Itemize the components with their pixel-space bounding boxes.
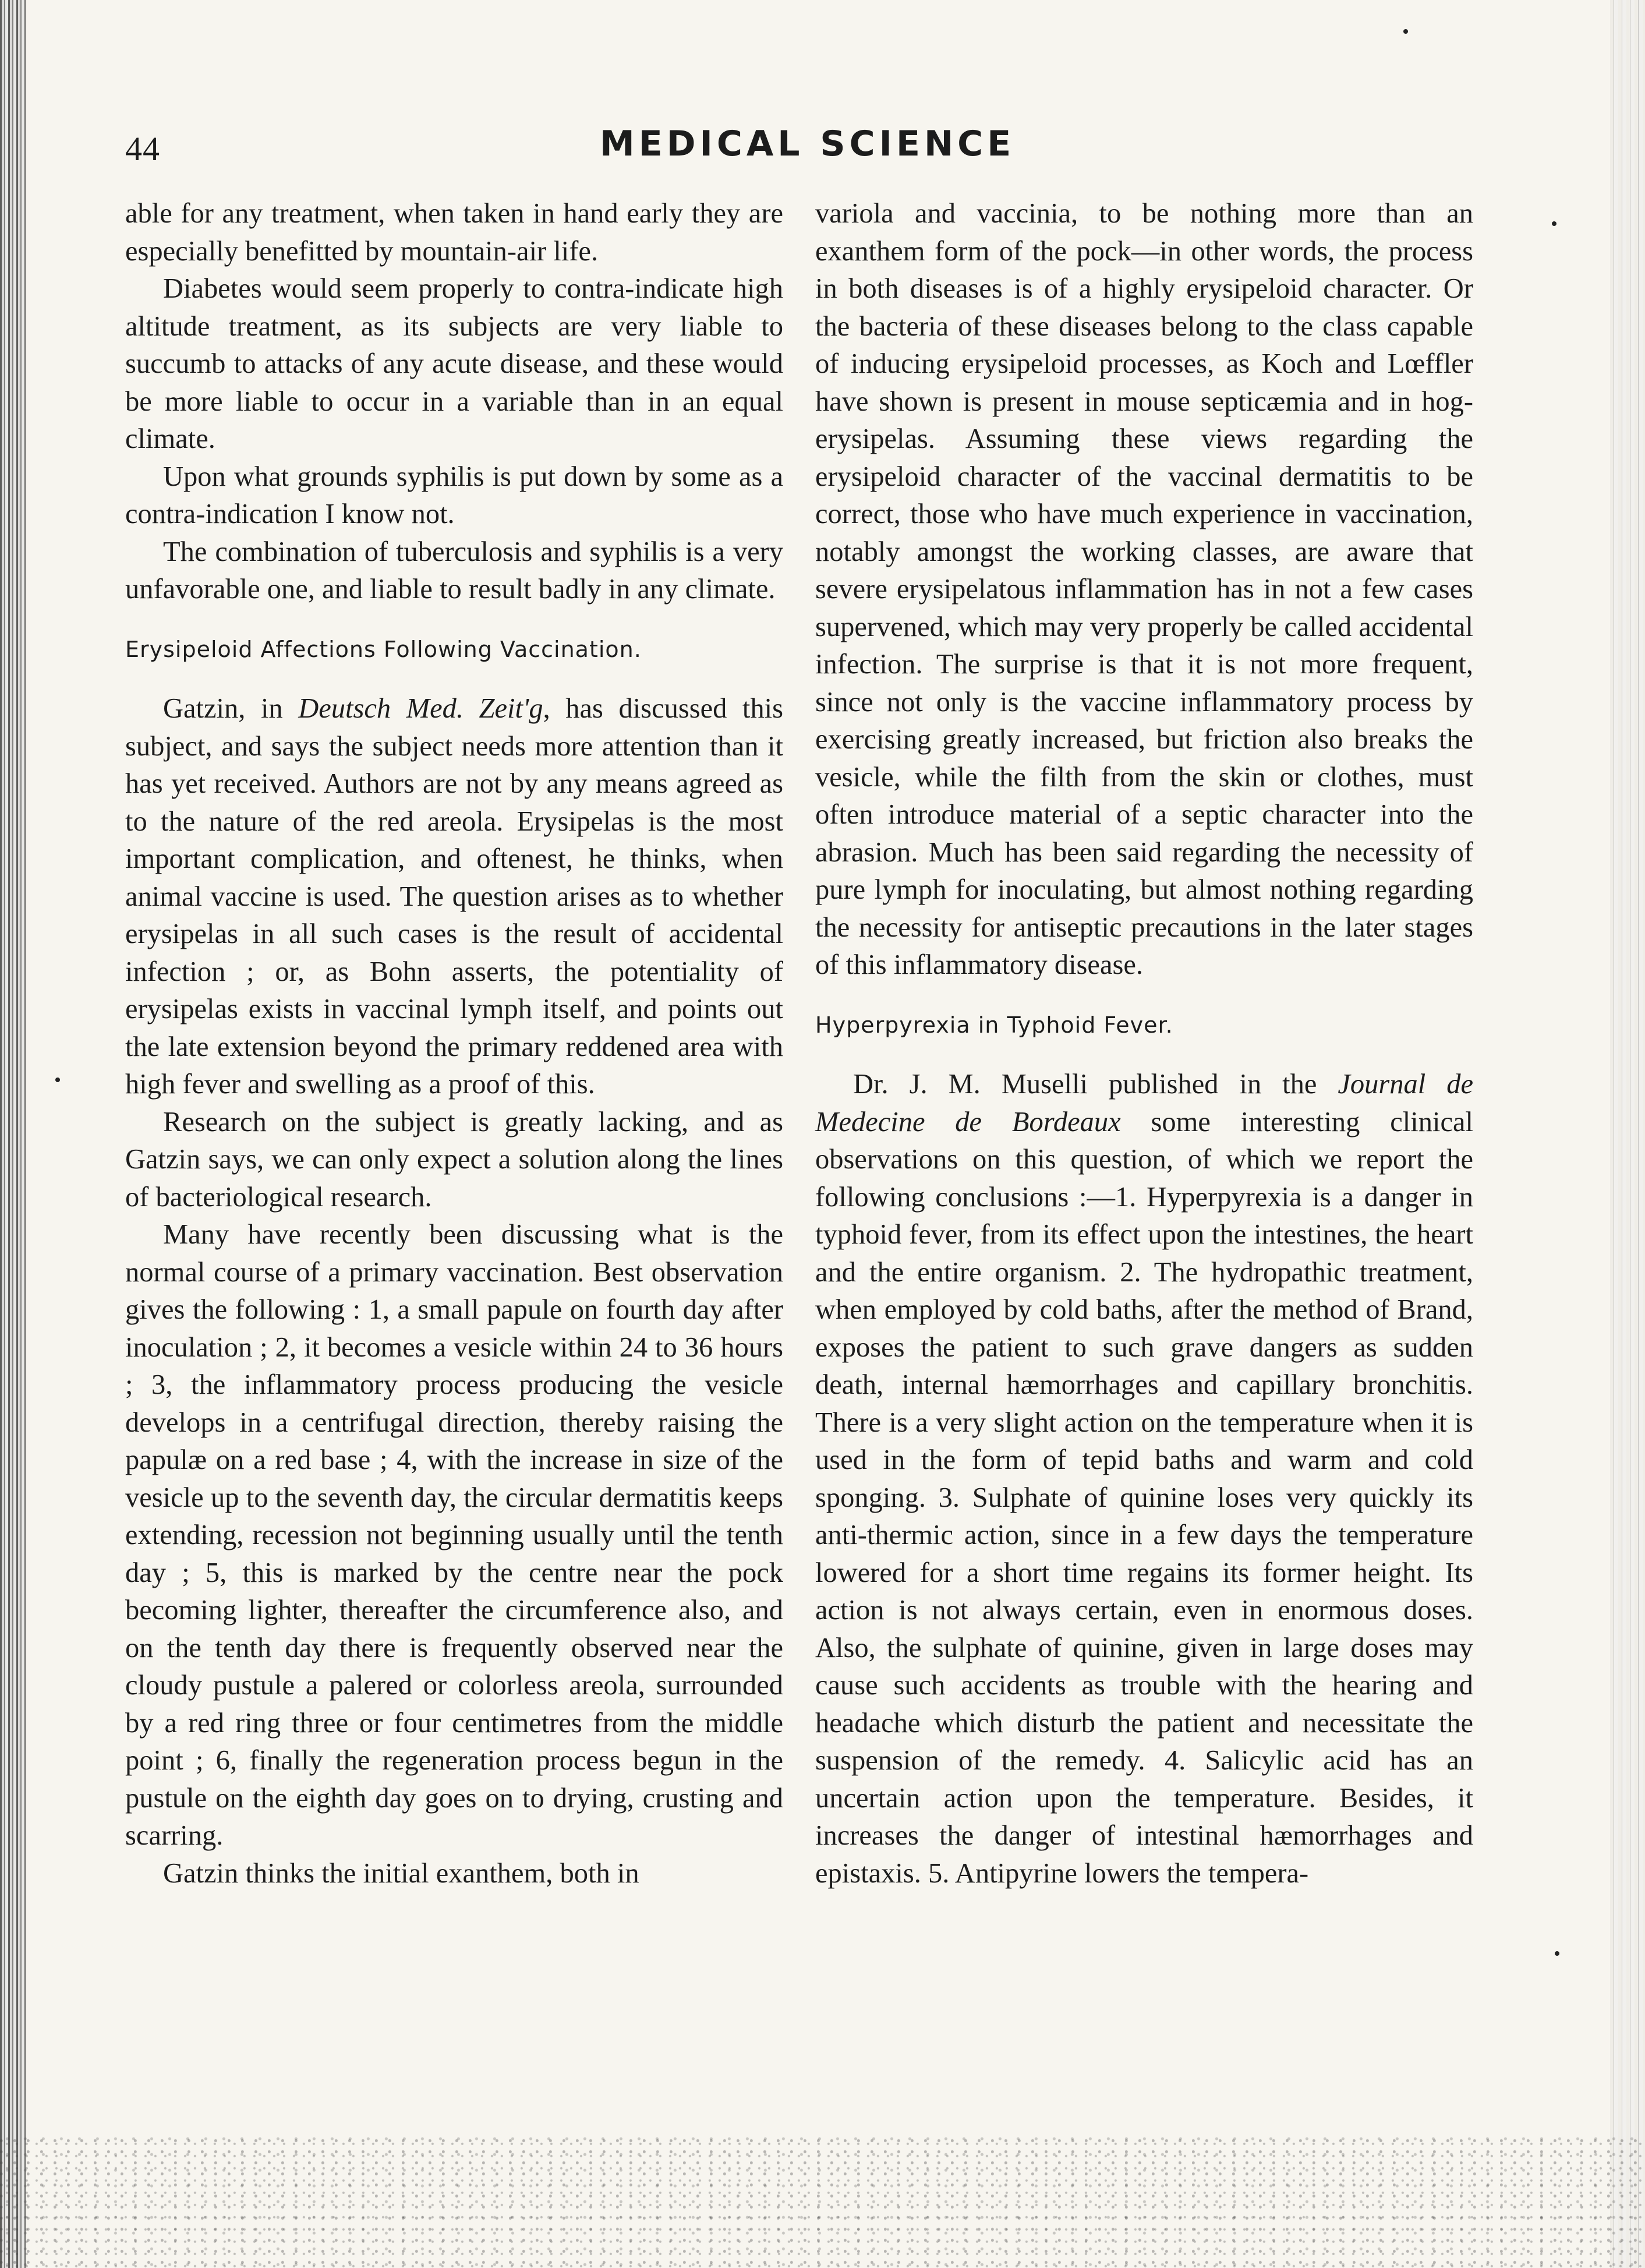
ink-speck <box>55 1078 60 1082</box>
paragraph: able for any treatment, when taken in hand early they are especially benefitted by mountain-air life. <box>125 198 783 267</box>
paragraph: Many have recently been discussing what is the normal course of a primary vaccination. Best observation gives the following : 1, a small papule on fourth day after inoculation ; 2, it becomes a vesicle within 24 to 36 hours ; 3, the inflammatory process producing the vesicle develops in a centrifugal direction, thereby raising the papulæ on a red base ; 4, with the increase in size of the vesicle up to the seventh day, the circular dermatitis keeps extending, recession not beginning usually until the tenth day ; 5, this is marked by the centre near the pock becoming lighter, thereafter the circumference also, and on the tenth day there is frequently observed near the cloudy pustule a palered or colorless areola, surrounded by a red ring three or four centimetres from the middle point ; 6, finally the regeneration process begun in the pustule on the eighth day goes on to drying, crusting and scarring. <box>125 1219 783 1851</box>
page-number: 44 <box>125 130 160 168</box>
left-column <box>125 195 783 1892</box>
ink-speck <box>1403 29 1408 34</box>
ink-speck <box>1552 221 1556 226</box>
paragraph: Upon what grounds syphilis is put down by some as a contra-indication I know not. <box>125 461 783 529</box>
scan-binding-edge <box>0 0 26 2268</box>
paragraph: variola and vaccinia, to be nothing more than an exanthem form of the pock—in other words, the process in both diseases is of a highly erysipeloid character. Or the bacteria of these diseases belong to the class capable of inducing erysipeloid processes, as Koch and Lœffler have shown is present in mouse septicæmia and in hog-erysipelas. Assuming these views regarding the erysipeloid character of the vaccinal dermatitis to be correct, those who have much experience in vaccination, notably amongst the working classes, are aware that severe erysipelatous inflammation has in not a few cases supervened, which may very properly be called accidental infection. The surprise is that it is not more frequent, since not only is the vaccine inflammatory process by exercising greatly increased, but friction also breaks the vesicle, while the filth from the skin or clothes, must often introduce material of a septic character into the abrasion. Much has been said regarding the necessity of pure lymph for inoculating, but almost nothing regarding the necessity for antiseptic precautions in the later stages of this inflammatory disease. <box>815 198 1473 980</box>
scan-noise <box>0 2134 1645 2268</box>
paragraph: Diabetes would seem properly to contra-indicate high altitude treatment, as its subjects are very liable to succumb to attacks of any acute disease, and these would be more liable to occur in a variable than in an equal climate. <box>125 273 783 454</box>
ink-speck <box>1555 1951 1559 1956</box>
source-citation: Journal de Medecine de Bordeaux <box>815 1069 1474 1137</box>
section-heading: Erysipeloid Affections Following Vaccination. <box>125 636 642 662</box>
section-heading: Hyperpyrexia in Typhoid Fever. <box>815 1012 1173 1038</box>
text-run: , has discussed this subject, and says the subject needs more attention than it has yet received. Authors are not by any means agreed as to the nature of the red areola. Erysipelas is the most important complication, and oftenest, he thinks, when animal vaccine is used. The question arises as to whether erysipelas in all such cases is the result of accidental infection ; or, as Bohn asserts, the potentiality of erysipelas exists in vaccinal lymph itself, and points out the late extension beyond the primary reddened area with high fever and swelling as a proof of this. <box>125 693 783 1100</box>
paragraph: The combination of tuberculosis and syphilis is a very unfavorable one, and liable to result badly in any climate. <box>125 536 783 605</box>
right-column <box>815 195 1473 1892</box>
paragraph: Gatzin thinks the initial exanthem, both in <box>163 1857 639 1889</box>
text-run: Dr. J. M. Muselli published in the <box>853 1069 1338 1100</box>
scan-right-edge <box>1610 0 1645 2268</box>
running-title: MEDICAL SCIENCE <box>600 123 1016 164</box>
source-citation: Deutsch Med. Zeit'g <box>298 693 543 724</box>
text-run: Gatzin, in <box>163 693 299 724</box>
paragraph: Research on the subject is greatly lacking, and as Gatzin says, we can only expect a solution along the lines of bacteriological research. <box>125 1106 783 1213</box>
text-run: some interesting clinical observations on this question, of which we report the following conclusions :—1. Hyperpyrexia is a danger in typhoid fever, from its effect upon the intestines, the heart and the entire organism. 2. The hydropathic treatment, when employed by cold baths, after the method of Brand, exposes the patient to such grave dangers as sudden death, internal hæmorrhages and capillary bronchitis. There is a very slight action on the temperature when it is used in the form of tepid baths and warm and cold sponging. 3. Sulphate of quinine loses very quickly its anti-thermic action, since in a few days the temperature lowered for a short time regains its former height. Its action is not always certain, even in enormous doses. Also, the sulphate of quinine, given in large doses may cause such accidents as trouble with the hearing and headache which disturb the patient and necessitate the suspension of the remedy. 4. Salicylic acid has an uncertain action upon the temperature. Besides, it increases the danger of intestinal hæmorrhages and epistaxis. 5. Antipyrine lowers the tempera- <box>815 1106 1473 1889</box>
paragraph <box>815 1066 1473 1892</box>
paragraph <box>125 690 783 1104</box>
